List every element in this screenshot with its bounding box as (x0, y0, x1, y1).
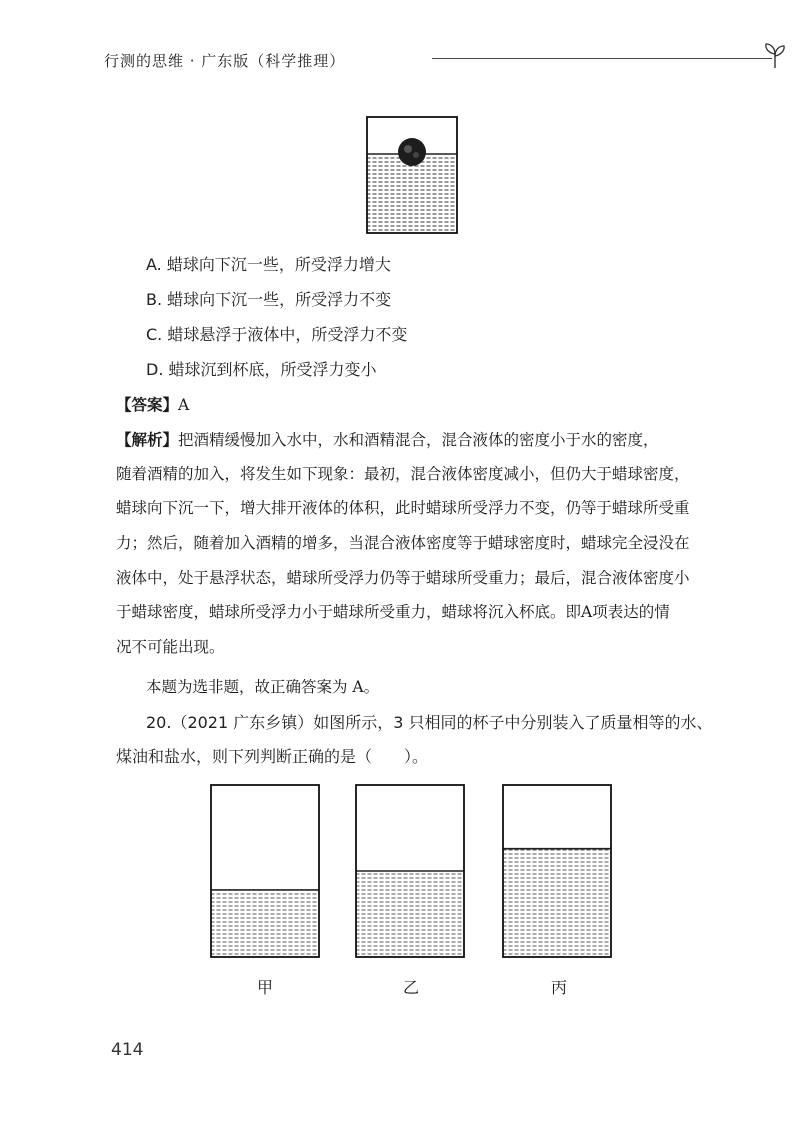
analysis-line: 况不可能出现。 (116, 638, 225, 656)
wax-ball (398, 138, 426, 166)
page-number: 414 (111, 1040, 144, 1060)
cup-jia (210, 784, 320, 958)
analysis-line: 随着酒精的加入，将发生如下现象：最初，混合液体密度减小，但仍大于蜡球密度， (116, 465, 690, 483)
answer-value: A (178, 396, 190, 414)
question-20-line1: 20.（2021 广东乡镇）如图所示，3 只相同的杯子中分别装入了质量相等的水、 (146, 713, 713, 732)
header-title: 行测的思维 · 广东版（科学推理） (104, 52, 346, 70)
analysis-line: 【解析】把酒精缓慢加入水中，水和酒精混合，混合液体的密度小于水的密度， (116, 431, 659, 449)
analysis-line: 力；然后，随着加入酒精的增多，当混合液体密度等于蜡球密度时，蜡球完全浸没在 (116, 534, 690, 552)
cup-yi (355, 784, 465, 958)
cup-label-jia: 甲 (256, 978, 273, 997)
sprout-icon (760, 40, 790, 70)
option-d: D. 蜡球沉到杯底，所受浮力变小 (146, 360, 377, 379)
analysis-tag: 【解析】 (116, 431, 179, 449)
cup-liquid (211, 890, 319, 957)
question-20-line2: 煤油和盐水，则下列判断正确的是（ ）。 (116, 747, 429, 766)
cup-label-yi: 乙 (402, 978, 419, 997)
analysis-line: 于蜡球密度，蜡球所受浮力小于蜡球所受重力，蜡球将沉入杯底。即A项表达的情 (116, 603, 670, 621)
option-b: B. 蜡球向下沉一些，所受浮力不变 (146, 290, 392, 309)
beaker-with-wax-ball-figure (366, 116, 458, 234)
page-header (80, 38, 720, 78)
header-rule (432, 58, 772, 59)
answer-line (116, 393, 708, 415)
analysis-line: 蜡球向下沉一下，增大排开液体的体积，此时蜡球所受浮力不变，仍等于蜡球所受重 (116, 499, 690, 517)
cup-label-bing: 丙 (550, 978, 567, 997)
conclusion: 本题为选非题，故正确答案为 A。 (146, 678, 380, 696)
analysis-line: 液体中，处于悬浮状态，蜡球所受浮力仍等于蜡球所受重力；最后，混合液体密度小 (116, 569, 690, 587)
cup-bing (502, 784, 612, 958)
cup-liquid (503, 849, 611, 957)
answer-tag: 【答案】 (116, 396, 179, 414)
option-a: A. 蜡球向下沉一些，所受浮力增大 (146, 255, 391, 274)
option-c: C. 蜡球悬浮于液体中，所受浮力不变 (146, 325, 408, 344)
cup-liquid (356, 871, 464, 957)
